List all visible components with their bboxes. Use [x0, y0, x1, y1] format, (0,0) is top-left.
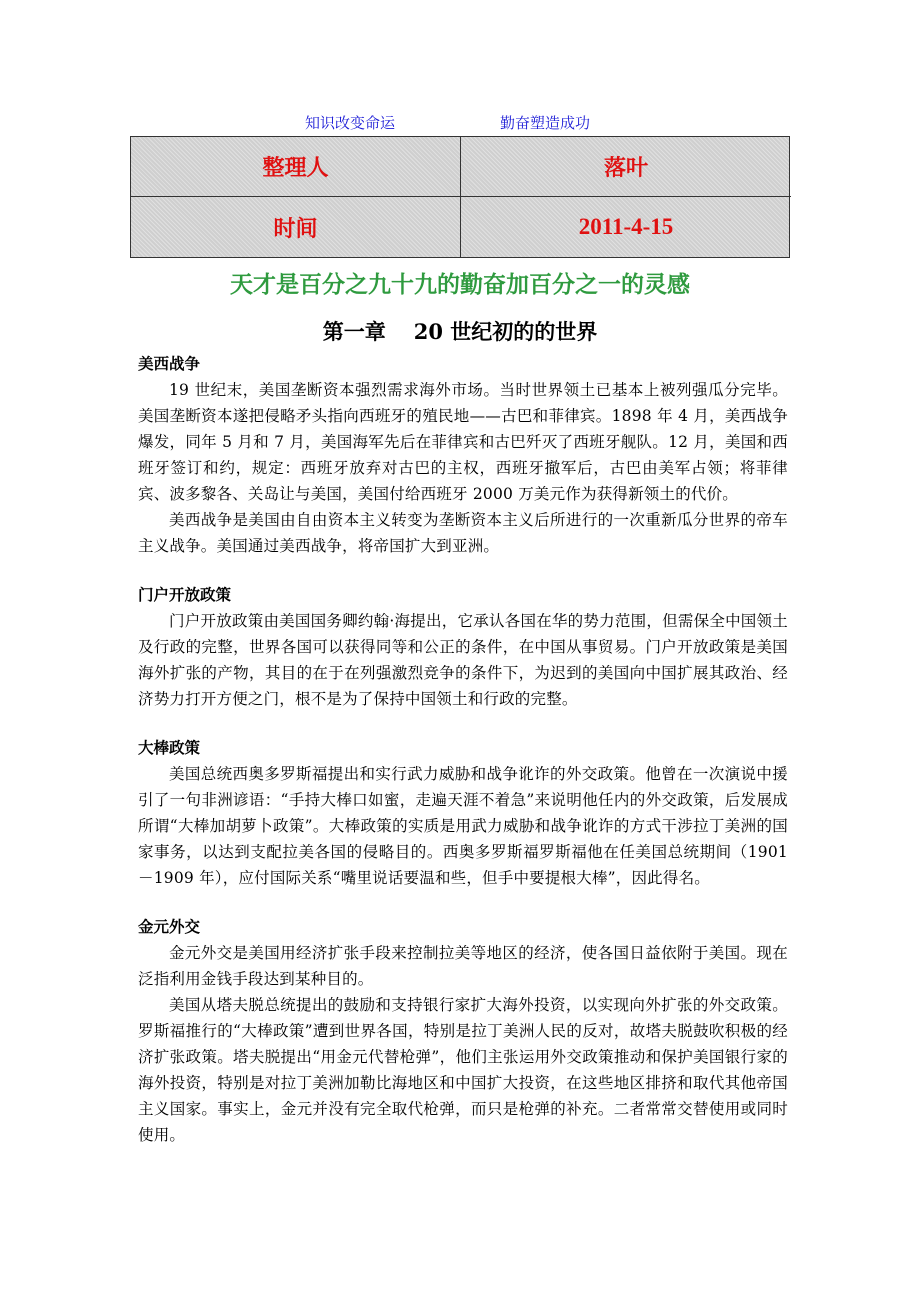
editor-label: 整理人 — [131, 137, 461, 197]
section-title: 门户开放政策 — [138, 586, 232, 604]
section-title: 金元外交 — [138, 918, 201, 936]
section-spanish-american-war — [138, 352, 788, 559]
section-open-door-policy — [138, 583, 788, 712]
paragraph: 美国从塔夫脱总统提出的鼓励和支持银行家扩大海外投资，以实现向外扩张的外交政策。罗斯福推行的“大棒政策”遭到世界各国，特别是拉丁美洲人民的反对，故塔夫脱鼓吹积极的经济扩张政策。塔夫脱提出“用金元代替枪弹”，他们主张运用外交政策推动和保护美国银行家的海外投资，特别是对拉丁美洲加勒比海地区和中国扩大投资，在这些地区排挤和取代其他帝国主义国家。事实上，金元并没有完全取代枪弹，而只是枪弹的补充。二者常常交替使用或同时使用。 — [138, 996, 788, 1144]
section-title: 大棒政策 — [138, 739, 201, 757]
time-value: 2011-4-15 — [578, 214, 674, 239]
document-body — [138, 352, 788, 1148]
editor-value: 落叶 — [461, 137, 791, 197]
time-label: 时间 — [131, 197, 461, 257]
spacer — [138, 891, 788, 915]
motto-left: 知识改变命运 — [305, 114, 396, 132]
paragraph: 19 世纪末，美国垄断资本强烈需求海外市场。当时世界领土已基本上被列强瓜分完毕。美国垄断资本遂把侵略矛头指向西班牙的殖民地——古巴和菲律宾。1898 年 4 月，美西战争爆发，同年 5 月和 7 月，美国海军先后在菲律宾和古巴歼灭了西班牙舰队。12 月，美国和西班牙签订和约，规定：西班牙放弃对古巴的主权，西班牙撤军后，古巴由美军占领；将菲律宾、波多黎各、关岛让与美国，美国付给西班牙 2000 万美元作为获得新领土的代价。 — [138, 381, 788, 503]
chapter-title: 20 世纪初的的世界 — [413, 319, 598, 344]
paragraph: 美国总统西奥多罗斯福提出和实行武力威胁和战争讹诈的外交政策。他曾在一次演说中援引了一句非洲谚语：“手持大棒口如蜜，走遍天涯不着急”来说明他任内的外交政策，后发展成所谓“大棒加胡萝卜政策”。大棒政策的实质是用武力威胁和战争讹诈的方式干涉拉丁美洲的国家事务，以达到支配拉美各国的侵略目的。西奥多罗斯福罗斯福他在任美国总统期间（1901－1909 年），应付国际关系“嘴里说话要温和些，但手中要提根大棒”，因此得名。 — [138, 765, 788, 887]
paragraph: 门户开放政策由美国国务卿约翰·海提出，它承认各国在华的势力范围，但需保全中国领土及行政的完整，世界各国可以获得同等和公正的条件，在中国从事贸易。门户开放政策是美国海外扩张的产物，其目的在于在列强激烈竞争的条件下，为迟到的美国向中国扩展其政治、经济势力打开方便之门，根不是为了保持中国领土和行政的完整。 — [138, 612, 788, 708]
spacer — [138, 712, 788, 736]
chapter-heading — [0, 316, 920, 346]
section-big-stick-policy — [138, 736, 788, 891]
motto-right: 勤奋塑造成功 — [500, 114, 591, 132]
paragraph: 美西战争是美国由自由资本主义转变为垄断资本主义后所进行的一次重新瓜分世界的帝车主义战争。美国通过美西战争，将帝国扩大到亚洲。 — [138, 511, 788, 555]
chapter-prefix: 第一章 — [322, 319, 386, 344]
motto-line — [0, 112, 920, 134]
info-table — [130, 136, 790, 258]
slogan: 天才是百分之九十九的勤奋加百分之一的灵感 — [230, 272, 690, 298]
spacer — [138, 559, 788, 583]
section-title: 美西战争 — [138, 355, 201, 373]
section-dollar-diplomacy — [138, 915, 788, 1148]
paragraph: 金元外交是美国用经济扩张手段来控制拉美等地区的经济，使各国日益依附于美国。现在泛指利用金钱手段达到某种目的。 — [138, 944, 788, 988]
